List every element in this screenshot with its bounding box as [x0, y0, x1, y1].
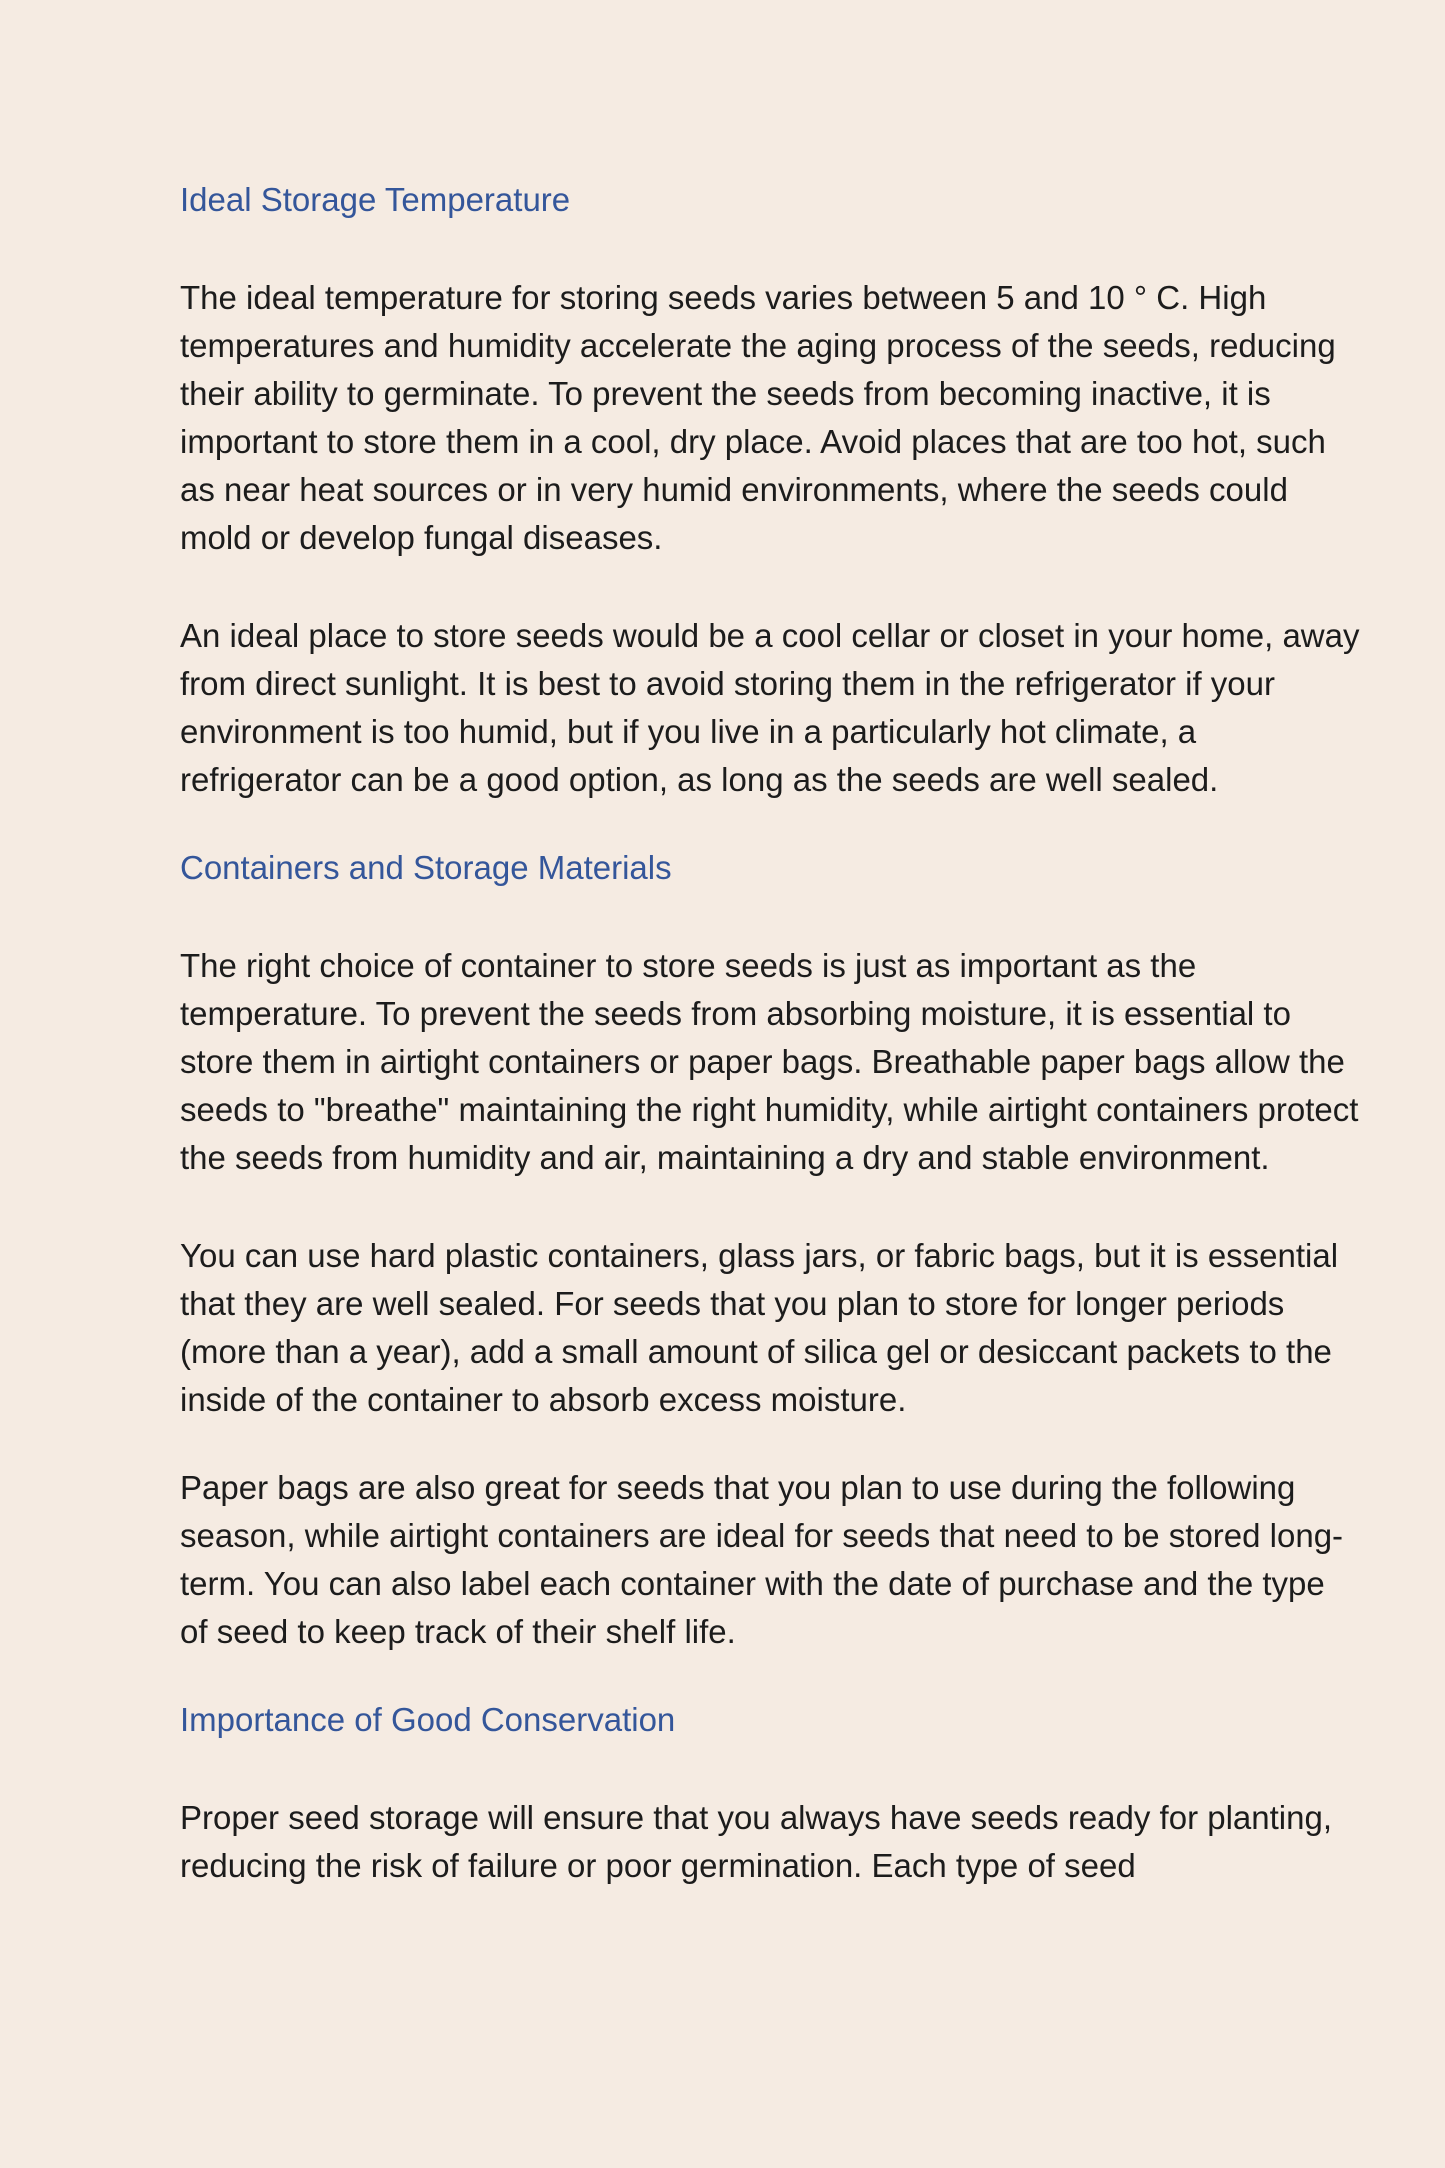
document-content [180, 176, 1360, 1890]
paragraph-containers-2: You can use hard plastic containers, glass jars, or fabric bags, but it is essential that they are well sealed. For seeds that you plan to store for longer periods (more than a year), add a small amount of silica gel or desiccant packets to the inside of the container to absorb excess moisture. [180, 1237, 1339, 1418]
paragraph-temperature-1: The ideal temperature for storing seeds varies between 5 and 10 ° C. High temperatures and humidity accelerate the aging process of the seeds, reducing their ability to germinate. To prevent the seeds from becoming inactive, it is important to store them in a cool, dry place. Avoid places that are too hot, such as near heat sources or in very humid environments, where the seeds could mold or develop fungal diseases. [180, 279, 1336, 556]
section-heading-storage-temperature: Ideal Storage Temperature [180, 181, 571, 218]
section-heading-conservation: Importance of Good Conservation [180, 1701, 676, 1738]
paragraph-conservation-1: Proper seed storage will ensure that you always have seeds ready for planting, reducing the risk of failure or poor germination. Each type of seed [180, 1799, 1332, 1884]
paragraph-containers-1: The right choice of container to store seeds is just as important as the temperature. To prevent the seeds from absorbing moisture, it is essential to store them in airtight containers or paper bags. Breathable paper bags allow the seeds to "breathe" maintaining the right humidity, while airtight containers protect the seeds from humidity and air, maintaining a dry and stable environment. [180, 947, 1359, 1176]
paragraph-temperature-2: An ideal place to store seeds would be a cool cellar or closet in your home, away from direct sunlight. It is best to avoid storing them in the refrigerator if your environment is too humid, but if you live in a particularly hot climate, a refrigerator can be a good option, as long as the seeds are well sealed. [180, 617, 1360, 798]
section-heading-containers: Containers and Storage Materials [180, 849, 672, 886]
paragraph-containers-3: Paper bags are also great for seeds that you plan to use during the following season, while airtight containers are ideal for seeds that need to be stored long-term. You can also label each container with the date of purchase and the type of seed to keep track of their shelf life. [180, 1469, 1344, 1650]
